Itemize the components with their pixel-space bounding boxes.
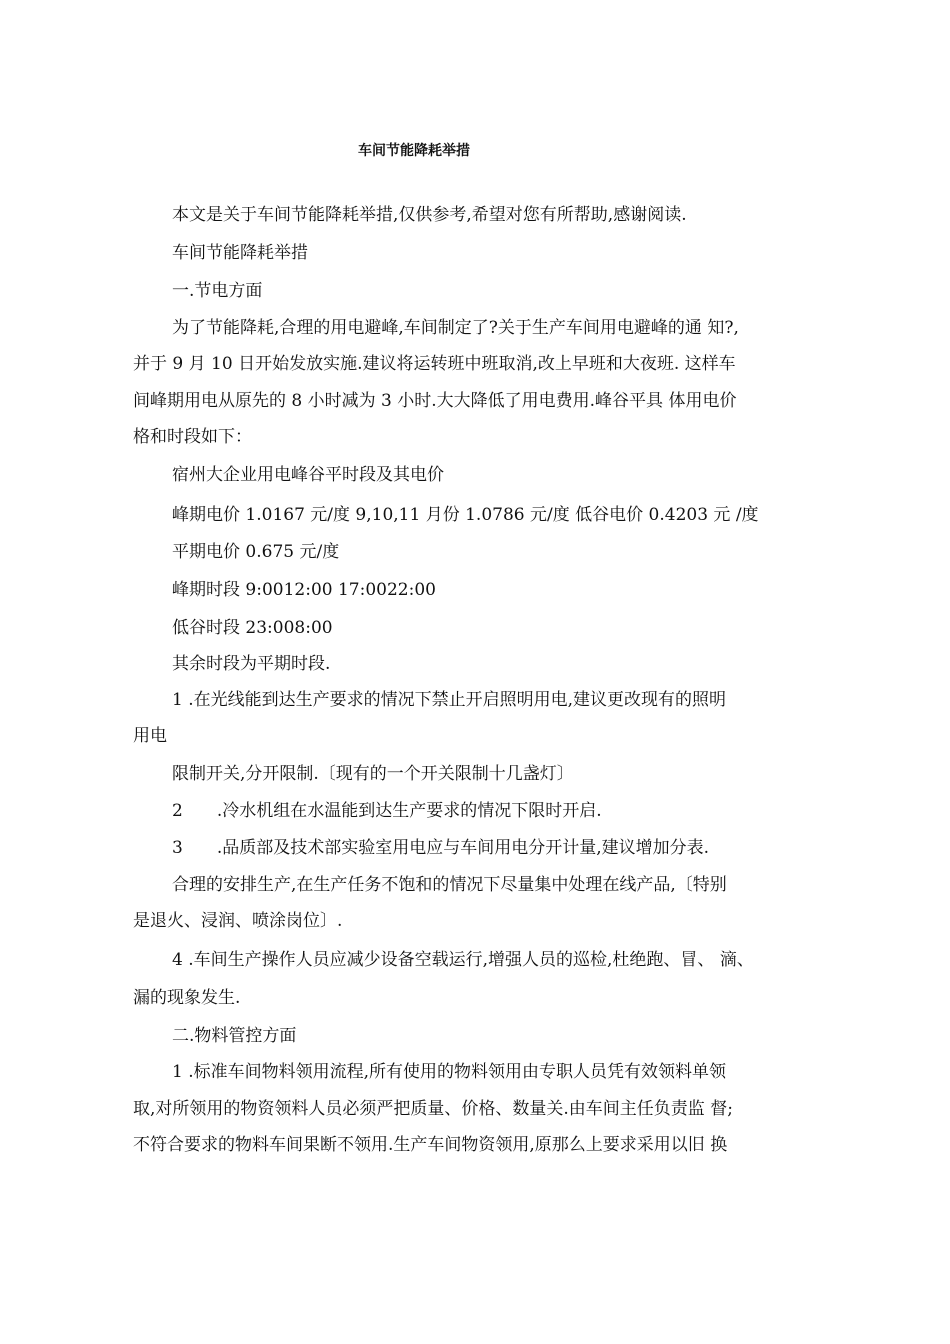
section-heading: 一.节电方面 [172, 281, 263, 301]
text-line: 并于 9 月 10 日开始发放实施.建议将运转班中班取消,改上早班和大夜班. 这样车 [133, 354, 736, 374]
text-line: 本文是关于车间节能降耗举措,仅供参考,希望对您有所帮助,感谢阅读. [172, 205, 687, 225]
text-line: 是退火、浸润、喷涂岗位〕. [133, 911, 343, 931]
text-line: 峰期时段 9:0012:00 17:0022:00 [172, 580, 436, 600]
text-line: 用电 [133, 726, 167, 746]
text-line: 峰期电价 1.0167 元/度 9,10,11 月份 1.0786 元/度 低谷电价 0.4203 元 /度 [172, 505, 759, 525]
text-line: 合理的安排生产,在生产任务不饱和的情况下尽量集中处理在线产品,〔特别 [172, 875, 727, 895]
text-line: 取,对所领用的物资领料人员必须严把质量、价格、数量关.由车间主任负责监 督; [133, 1099, 733, 1119]
text-line: 低谷时段 23:008:00 [172, 618, 333, 638]
text-line: 车间节能降耗举措 [172, 243, 308, 263]
text-line: 为了节能降耗,合理的用电避峰,车间制定了?关于生产车间用电避峰的通 知?, [172, 318, 739, 338]
document-title: 车间节能降耗举措 [358, 143, 470, 159]
text-line: 不符合要求的物料车间果断不领用.生产车间物资领用,原那么上要求采用以旧 换 [133, 1135, 728, 1155]
text-line: 限制开关,分开限制.〔现有的一个开关限制十几盏灯〕 [172, 764, 574, 784]
list-item: 1 .在光线能到达生产要求的情况下禁止开启照明用电,建议更改现有的照明 [172, 690, 727, 710]
text-line: 宿州大企业用电峰谷平时段及其电价 [172, 465, 444, 485]
text-line: 其余时段为平期时段. [172, 654, 331, 674]
text-line: 漏的现象发生. [133, 988, 241, 1008]
text-line: 格和时段如下： [133, 427, 252, 447]
list-item: 3 .品质部及技术部实验室用电应与车间用电分开计量,建议增加分表. [172, 838, 710, 858]
list-item: 1 .标准车间物料领用流程,所有使用的物料领用由专职人员凭有效领料单领 [172, 1062, 727, 1082]
list-item: 2 .冷水机组在水温能到达生产要求的情况下限时开启. [172, 801, 602, 821]
text-line: 间峰期用电从原先的 8 小时减为 3 小时.大大降低了用电费用.峰谷平具 体用电价 [133, 391, 737, 411]
list-item: 4 .车间生产操作人员应减少设备空载运行,增强人员的巡检,杜绝跑、冒、 滴、 [172, 950, 754, 970]
text-line: 平期电价 0.675 元/度 [172, 542, 340, 562]
section-heading: 二.物料管控方面 [172, 1026, 297, 1046]
